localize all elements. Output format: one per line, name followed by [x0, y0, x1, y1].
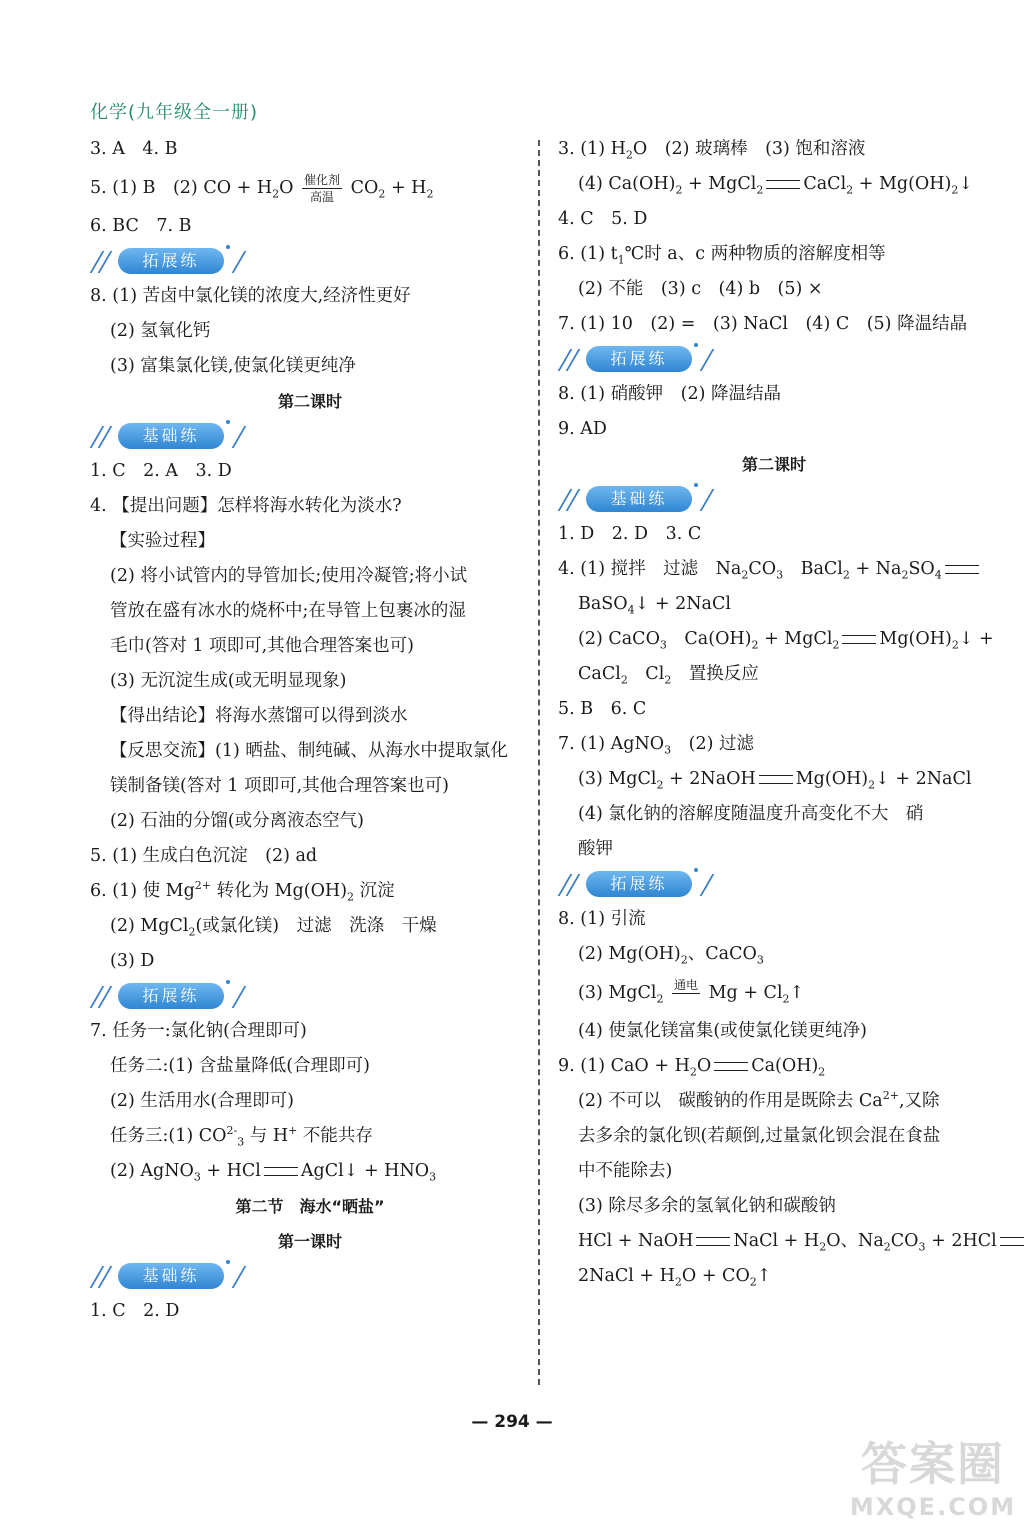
section-badge: 基础练	[118, 423, 224, 449]
section-badge: 拓展练	[586, 346, 692, 372]
answer-line: BaSO$_4$↓ + 2NaCl	[578, 594, 731, 617]
answer-line: 8. (1) 引流	[558, 909, 646, 929]
equals-sign-icon	[1000, 1237, 1024, 1246]
equals-sign-icon	[766, 180, 800, 189]
answer-line: 6. (1) 使 $Mg^{2+}$ 转化为 $Mg(OH)_2$ 沉淀	[90, 879, 395, 904]
basic-practice-banner	[90, 1259, 530, 1294]
answer-line: 5. (1) 生成白色沉淀 (2) ad	[90, 846, 318, 866]
answer-line: 9. (1) CaO + $H_2O$ $Ca(OH)_2$	[558, 1056, 826, 1079]
answer-line: (2) AgNO$_3$ + HCl AgCl↓ + $HNO_3$	[110, 1161, 437, 1184]
answer-line: 7. (1) 10 (2) = (3) NaCl (4) C (5) 降温结晶	[558, 314, 968, 334]
reaction-condition: $\frac{\text{催化剂}}{\text{高温}}$	[304, 173, 341, 204]
watermark-text: 答案圈	[861, 1437, 1005, 1491]
section-badge: 拓展练	[118, 248, 224, 274]
extension-practice-banner	[558, 867, 990, 902]
slash-decoration-icon	[232, 251, 261, 273]
equals-sign-icon	[842, 635, 876, 644]
answer-line: (4) 氯化钠的溶解度随温度升高变化不大 硝	[578, 804, 924, 824]
answer-line: (3) D	[110, 951, 155, 971]
answer-line: HCl + NaOH NaCl + $H_2O$、$Na_2CO_3 + 2HCl$	[558, 1224, 990, 1259]
column-divider	[538, 140, 540, 1385]
answer-line: 6. BC 7. B	[90, 216, 192, 236]
answer-line: (2) 石油的分馏(或分离液态空气)	[110, 811, 365, 831]
answer-line: 【得出结论】将海水蒸馏可以得到淡水	[110, 706, 408, 726]
right-column	[558, 132, 997, 1294]
page-header: 化学(九年级全一册)	[90, 102, 259, 123]
answer-line: 9. AD	[558, 419, 607, 439]
answer-line: 4. 【提出问题】怎样将海水转化为淡水?	[90, 496, 402, 516]
extension-practice-banner	[90, 979, 530, 1014]
section-badge: 拓展练	[586, 871, 692, 897]
answer-line: (2) 生活用水(合理即可)	[110, 1091, 295, 1111]
answer-line: (3) MgCl$_2$ + 2NaOH $Mg(OH)_2↓$ + 2NaCl	[578, 769, 972, 792]
answer-line: 8. (1) 苦卤中氯化镁的浓度大,经济性更好	[90, 286, 411, 306]
answer-line: (3) 富集氯化镁,使氯化镁更纯净	[110, 356, 356, 376]
answer-line: (2) 不可以 碳酸钠的作用是既除去 $Ca^{2+}$,又除	[578, 1089, 940, 1111]
section-heading: 第二节 海水“晒盐”	[235, 1197, 385, 1216]
lesson-heading: 第二课时	[277, 392, 342, 411]
answer-line: (3) 无沉淀生成(或无明显现象)	[110, 671, 347, 691]
equals-sign-icon	[696, 1237, 730, 1246]
answer-line: (2) $Mg(OH)_2$、CaCO$_3$	[578, 944, 764, 967]
answer-line: (2) 不能 (3) c (4) b (5) ×	[578, 279, 823, 299]
equals-sign-icon	[264, 1167, 298, 1176]
answer-line: (2) 氢氧化钙	[110, 321, 211, 341]
answer-line: 毛巾(答对 1 项即可,其他合理答案也可)	[110, 636, 414, 656]
answer-line: 8. (1) 硝酸钾 (2) 降温结晶	[558, 384, 781, 404]
answer-line: 5. B 6. C	[558, 699, 647, 719]
answer-line: 2NaCl + $H_2O$ + $CO_2↑$	[578, 1266, 772, 1289]
slash-decoration-icon	[700, 349, 729, 371]
answer-line: 任务三:(1) $CO^{2-}_3$ 与 H+ 不能共存	[110, 1124, 373, 1149]
answer-line: 3. A 4. B	[90, 139, 178, 159]
watermark-logo	[848, 1436, 1018, 1530]
left-column	[90, 132, 530, 1329]
answer-line: (2) 将小试管内的导管加长;使用冷凝管;将小试	[110, 566, 468, 586]
answer-line: (3) MgCl$_2$ 通电 $Mg + Cl_2↑$	[558, 972, 990, 1014]
slash-decoration-icon	[232, 986, 261, 1008]
slash-decoration-icon	[232, 1266, 261, 1288]
answer-line: 7. 任务一:氯化钠(合理即可)	[90, 1021, 307, 1041]
section-badge: 基础练	[586, 486, 692, 512]
answer-line: 7. (1) AgNO$_3$ (2) 过滤	[558, 734, 754, 757]
lesson-heading: 第二课时	[741, 455, 806, 474]
basic-practice-banner	[558, 482, 990, 517]
answer-line: 4. C 5. D	[558, 209, 648, 229]
answer-line: 1. D 2. D 3. C	[558, 524, 702, 544]
reaction-condition: 通电	[674, 978, 699, 992]
answer-line: (2) MgCl$_2$(或氯化镁) 过滤 洗涤 干燥	[110, 916, 437, 939]
answer-line: 去多余的氯化钡(若颠倒,过量氯化钡会混在食盐	[578, 1126, 941, 1146]
answer-line: 3. (1) $H_2O$ (2) 玻璃棒 (3) 饱和溶液	[558, 139, 866, 162]
answer-line: 4. (1) 搅拌 过滤 $Na_2CO_3$ BaCl$_2$ + $Na_2SO_4$	[558, 552, 990, 587]
extension-practice-banner	[558, 342, 990, 377]
slash-decoration-icon	[700, 874, 729, 896]
lesson-heading: 第一课时	[277, 1232, 342, 1251]
answer-line: (3) 除尽多余的氢氧化钠和碳酸钠	[578, 1196, 836, 1216]
answer-line: CaCl$_2$ $Cl_2$ 置换反应	[578, 664, 759, 687]
answer-line: 【反思交流】(1) 晒盐、制纯碱、从海水中提取氯化	[110, 741, 508, 761]
answer-line: 1. C 2. A 3. D	[90, 461, 232, 481]
answer-line: 镁制备镁(答对 1 项即可,其他合理答案也可)	[110, 776, 449, 796]
extension-practice-banner	[90, 244, 530, 279]
answer-line: (4) 使氯化镁富集(或使氯化镁更纯净)	[578, 1021, 868, 1041]
equals-sign-icon	[714, 1062, 748, 1071]
answer-line: (4) $Ca(OH)_2$ + MgCl$_2$ CaCl$_2$ + $Mg(OH)_2↓$	[578, 174, 974, 197]
equals-sign-icon	[759, 775, 793, 784]
answer-line: 1. C 2. D	[90, 1301, 180, 1321]
answer-line: 任务二:(1) 含盐量降低(合理即可)	[110, 1056, 370, 1076]
slash-decoration-icon	[700, 489, 729, 511]
answer-line: 管放在盛有冰水的烧杯中;在导管上包裹冰的湿	[110, 601, 466, 621]
watermark-url: MXQE.COM	[849, 1493, 1017, 1521]
answer-line: 5. (1) B (2) CO + $H_2O$ $\frac{\text{催化剂}}{\text{高温}}$ $CO_2 + H_2$	[90, 173, 434, 204]
answer-line: 酸钾	[578, 839, 613, 859]
slash-decoration-icon	[232, 426, 261, 448]
equals-sign-icon	[945, 565, 979, 574]
basic-practice-banner	[90, 419, 530, 454]
answer-line: (2) CaCO$_3$ $Ca(OH)_2$ + MgCl$_2$ $Mg(OH)_2↓$ +	[578, 629, 994, 652]
section-badge: 基础练	[118, 1263, 224, 1289]
answer-line: 【实验过程】	[110, 531, 215, 551]
answer-line: 中不能除去)	[578, 1161, 673, 1181]
section-badge: 拓展练	[118, 983, 224, 1009]
page-number: — 294 —	[471, 1412, 553, 1432]
answer-line: 6. (1) $t_1℃$时 a、c 两种物质的溶解度相等	[558, 244, 886, 267]
